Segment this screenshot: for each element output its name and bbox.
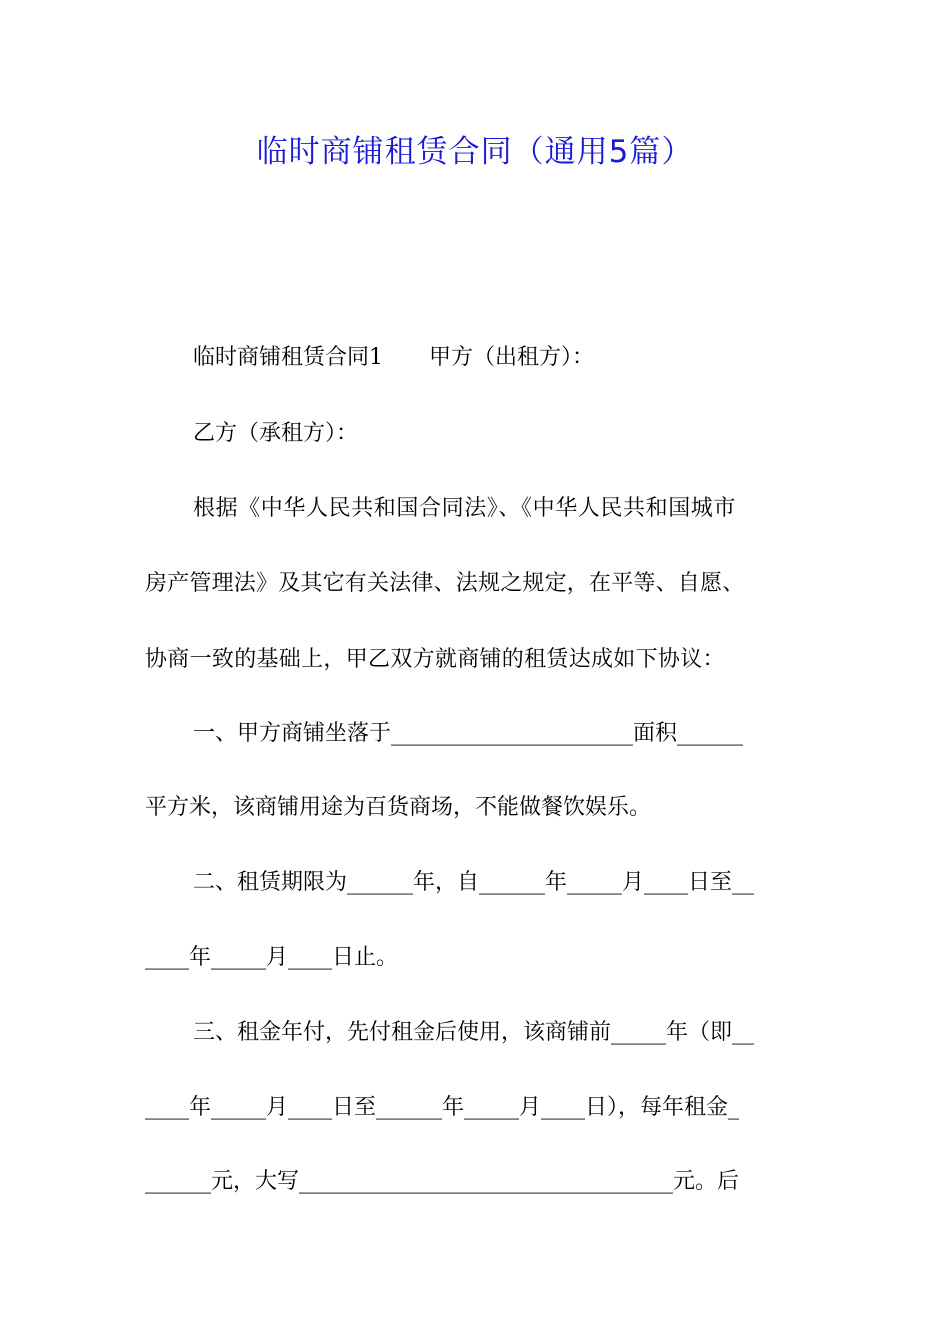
document-title: 临时商铺租赁合同（通用5篇） xyxy=(256,134,694,170)
clause-line: 一、甲方商铺坐落于______________________面积______ xyxy=(193,721,744,746)
party-a-label: 甲方（出租方）： xyxy=(429,345,595,370)
clause-line: ______元，大写__________________________________元。后 xyxy=(145,1169,740,1194)
clause-line: 二、租赁期限为______年，自______年_____月____日至__ xyxy=(193,870,755,895)
contract-heading: 临时商铺租赁合同1 xyxy=(193,345,383,370)
paragraph-line xyxy=(193,341,594,375)
clause-line: ____年_____月____日至______年_____月____日），每年租金_ xyxy=(145,1095,740,1120)
party-b-label: 乙方（承租方）： xyxy=(193,421,359,446)
clause-line: ____年_____月____日止。 xyxy=(145,945,399,970)
paragraph-line: 根据《中华人民共和国合同法》、《中华人民共和国城市 xyxy=(193,496,737,521)
clause-line: 平方米，该商铺用途为百货商场，不能做餐饮娱乐。 xyxy=(145,795,652,820)
clause-line: 三、租金年付，先付租金后使用，该商铺前_____年（即__ xyxy=(193,1020,755,1045)
paragraph-line: 房产管理法》及其它有关法律、法规之规定，在平等、自愿、 xyxy=(145,571,745,596)
paragraph-line: 协商一致的基础上，甲乙双方就商铺的租赁达成如下协议： xyxy=(145,647,725,672)
